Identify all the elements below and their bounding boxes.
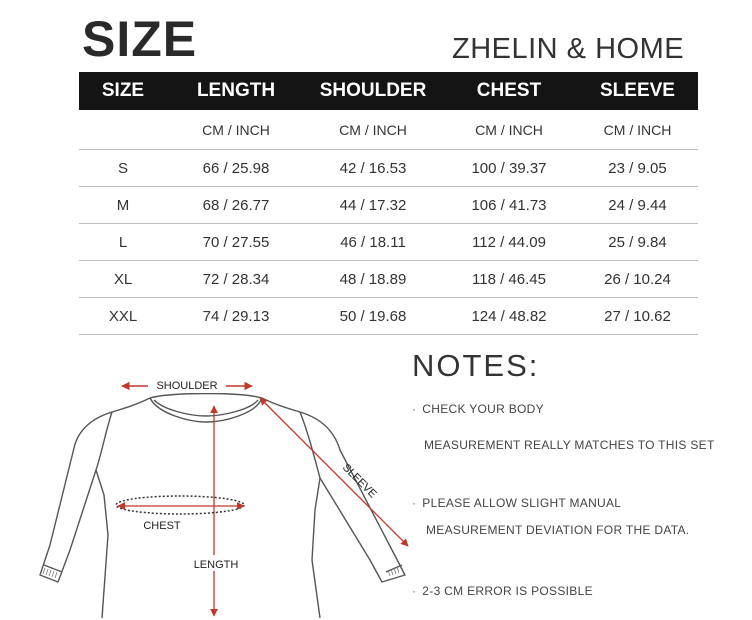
bullet-icon: · — [412, 584, 417, 598]
unit-cell: CM / INCH — [603, 121, 672, 138]
units-row — [79, 110, 698, 150]
note-text: MEASUREMENT REALLY MATCHES TO THIS SET — [424, 438, 715, 452]
shoulder-label: SHOULDER — [156, 380, 218, 392]
table-row — [79, 298, 698, 335]
page-title: SIZE — [82, 11, 198, 67]
size-cell: XL — [113, 270, 133, 288]
table-header — [79, 72, 698, 110]
header-size: SIZE — [101, 80, 145, 101]
note-line — [412, 496, 621, 510]
sleeve-cell: 27 / 10.62 — [604, 307, 671, 325]
note-text: CHECK YOUR BODY — [422, 402, 544, 416]
header-sleeve: SLEEVE — [600, 80, 675, 101]
size-cell: XXL — [108, 307, 138, 325]
table-row — [79, 261, 698, 298]
chest-cell: 100 / 39.37 — [471, 159, 547, 177]
notes-title: NOTES: — [412, 348, 540, 383]
shoulder-cell: 42 / 16.53 — [339, 159, 407, 177]
length-cell: 68 / 26.77 — [202, 196, 270, 214]
brand-name: ZHELIN & HOME — [452, 33, 685, 65]
sleeve-cell: 23 / 9.05 — [608, 159, 667, 177]
shoulder-cell: 50 / 19.68 — [339, 307, 407, 325]
shirt-measurement-diagram — [30, 360, 420, 620]
chest-cell: 106 / 41.73 — [471, 196, 547, 214]
size-cell: L — [118, 233, 128, 251]
unit-cell: CM / INCH — [475, 121, 543, 138]
bullet-icon: · — [412, 496, 417, 510]
shoulder-cell: 44 / 17.32 — [339, 196, 407, 214]
size-table — [79, 72, 698, 335]
length-cell: 66 / 25.98 — [202, 159, 270, 177]
length-cell: 72 / 28.34 — [202, 270, 270, 288]
chest-cell: 112 / 44.09 — [472, 233, 546, 251]
note-line — [412, 584, 593, 598]
note-line — [426, 523, 689, 537]
note-line — [424, 438, 715, 452]
unit-cell: CM / INCH — [202, 121, 270, 138]
unit-cell: CM / INCH — [339, 121, 407, 138]
sleeve-label: SLEEVE — [339, 461, 379, 501]
header-shoulder: SHOULDER — [319, 80, 427, 101]
sleeve-arrow — [260, 398, 408, 546]
header-length: LENGTH — [196, 80, 276, 101]
length-cell: 70 / 27.55 — [202, 233, 270, 251]
table-row — [79, 150, 698, 187]
chest-cell: 124 / 48.82 — [471, 307, 547, 325]
sleeve-cell: 26 / 10.24 — [604, 270, 671, 288]
chest-label: CHEST — [143, 520, 181, 532]
note-text: 2-3 CM ERROR IS POSSIBLE — [422, 584, 593, 598]
shoulder-cell: 48 / 18.89 — [339, 270, 407, 288]
size-cell: S — [117, 159, 128, 177]
size-cell: M — [116, 196, 130, 214]
header-chest: CHEST — [476, 80, 542, 101]
length-cell: 74 / 29.13 — [202, 307, 270, 325]
bullet-icon: · — [412, 402, 417, 416]
length-label: LENGTH — [193, 559, 239, 571]
note-text: MEASUREMENT DEVIATION FOR THE DATA. — [426, 523, 690, 537]
shoulder-cell: 46 / 18.11 — [340, 233, 406, 251]
chest-cell: 118 / 46.45 — [472, 270, 546, 288]
note-text: PLEASE ALLOW SLIGHT MANUAL — [422, 496, 622, 510]
table-row — [79, 187, 698, 224]
chest-measure-ellipse — [116, 496, 244, 514]
sleeve-cell: 24 / 9.44 — [608, 196, 667, 214]
table-row — [79, 224, 698, 261]
note-line — [412, 402, 544, 416]
sleeve-cell: 25 / 9.84 — [608, 233, 667, 251]
